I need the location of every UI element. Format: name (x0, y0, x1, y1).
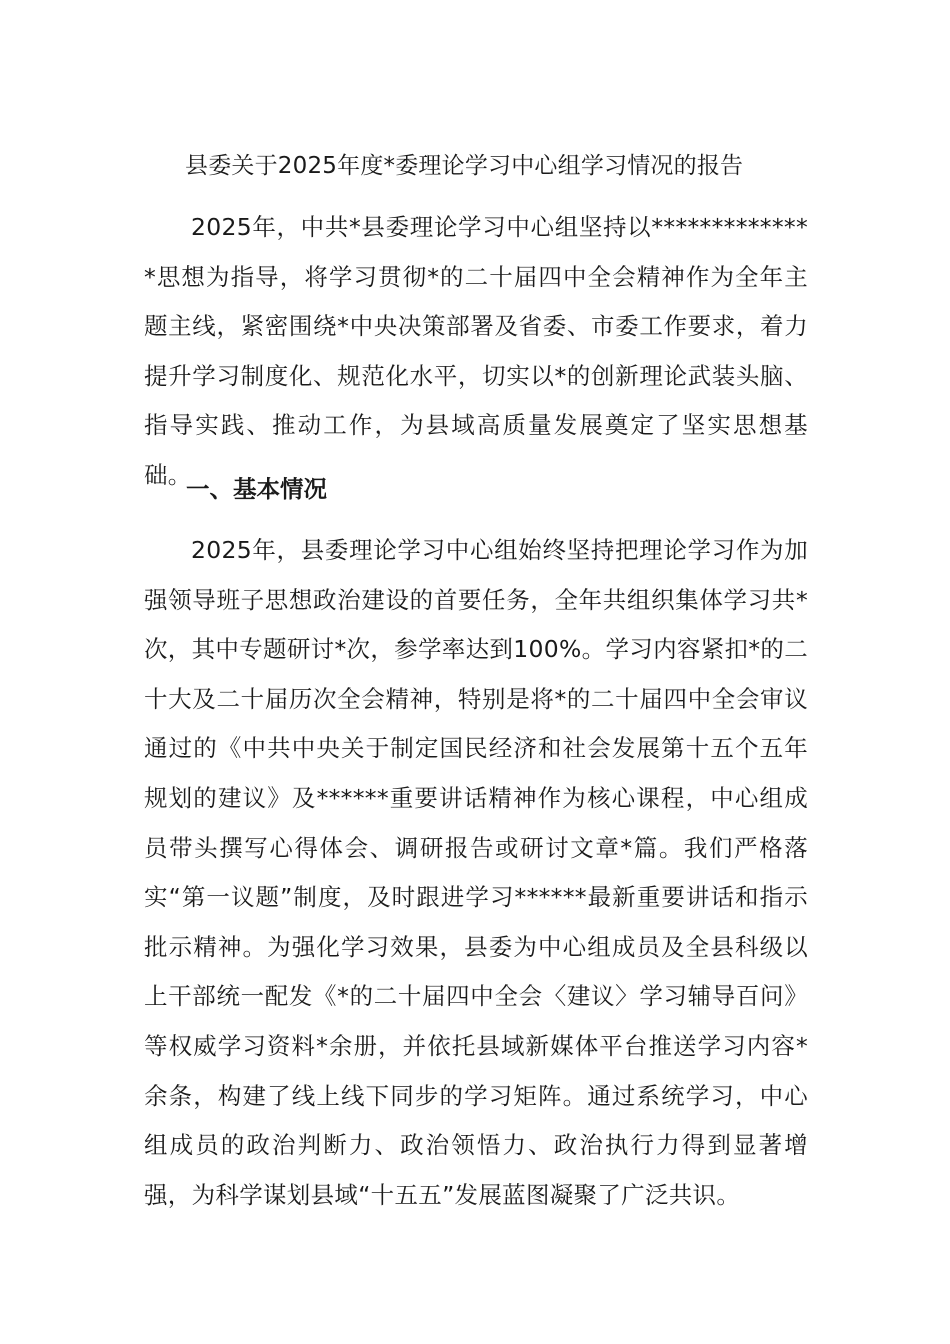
section-heading: 一、基本情况 (186, 475, 327, 503)
intro-paragraph: 2025年，中共*县委理论学习中心组坚持以**************思想为指导，将学习贯彻*的二十届四中全会精神作为全年主题主线，紧密围绕*中央决策部署及省委、市委工作要求，着力提升学习制度化、规范化水平，切实以*的创新理论武装头脑、指导实践、推动工作，为县域高质量发展奠定了坚实思想基础。 (144, 213, 808, 489)
document-title: 县委关于2025年度*委理论学习中心组学习情况的报告 (185, 153, 744, 179)
section-body-paragraph: 2025年，县委理论学习中心组始终坚持把理论学习作为加强领导班子思想政治建设的首要任务，全年共组织集体学习共*次，其中专题研讨*次，参学率达到100%。学习内容紧扣*的二十大及二十届历次全会精神，特别是将*的二十届四中全会审议通过的《中共中央关于制定国民经济和社会发展第十五个五年规划的建议》及******重要讲话精神作为核心课程，中心组成员带头撰写心得体会、调研报告或研讨文章*篇。我们严格落实“第一议题”制度，及时跟进学习******最新重要讲话和指示批示精神。为强化学习效果，县委为中心组成员及全县科级以上干部统一配发《*的二十届四中全会〈建议〉学习辅导百问》等权威学习资料*余册，并依托县域新媒体平台推送学习内容*余条，构建了线上线下同步的学习矩阵。通过系统学习，中心组成员的政治判断力、政治领悟力、政治执行力得到显著增强，为科学谋划县域“十五五”发展蓝图凝聚了广泛共识。 (144, 536, 808, 1209)
